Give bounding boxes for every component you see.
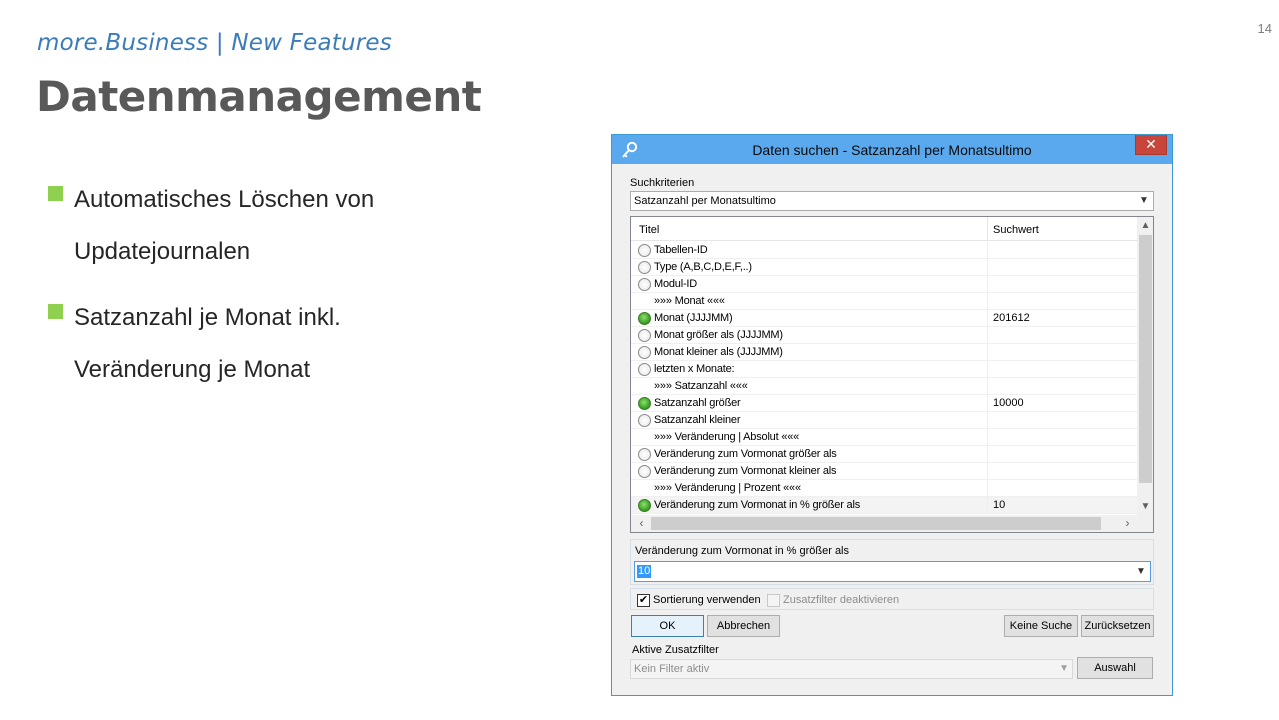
ok-button[interactable]: OK <box>631 615 704 637</box>
bullet-text: Veränderung je Monat <box>74 356 311 383</box>
radio-selected-icon[interactable] <box>638 397 651 410</box>
grid-cell-value[interactable]: 10000 <box>993 397 1024 409</box>
dialog-title: Daten suchen - Satzanzahl per Monatsultimo <box>752 142 1032 158</box>
grid-row[interactable] <box>631 361 1137 378</box>
extra-filter-checkbox[interactable] <box>767 594 780 607</box>
grid-cell-title: »»» Veränderung | Absolut ««« <box>654 431 800 443</box>
value-editor-value: 10 <box>638 565 651 577</box>
grid-cell-title: Monat größer als (JJJJMM) <box>654 329 783 341</box>
grid-row[interactable] <box>631 395 1137 412</box>
criteria-grid <box>630 216 1154 533</box>
radio-icon[interactable] <box>638 465 651 478</box>
search-dialog <box>611 134 1173 696</box>
grid-row[interactable] <box>631 242 1137 259</box>
no-search-button[interactable]: Keine Suche <box>1004 615 1078 637</box>
grid-cell-title: Monat (JJJJMM) <box>654 312 733 324</box>
active-filters-label: Aktive Zusatzfilter <box>632 644 719 656</box>
grid-row[interactable] <box>631 446 1137 463</box>
sort-checkbox[interactable]: ✔ <box>638 594 649 606</box>
vertical-scrollbar[interactable] <box>1137 217 1154 515</box>
grid-cell-title: Modul-ID <box>654 278 698 290</box>
value-editor-group <box>630 539 1154 585</box>
bullet-text: Updatejournalen <box>74 238 251 265</box>
scroll-thumb[interactable] <box>651 517 1101 530</box>
grid-row[interactable] <box>631 327 1137 344</box>
bullet-list <box>48 174 518 410</box>
radio-icon[interactable] <box>638 261 651 274</box>
dialog-titlebar[interactable] <box>612 135 1172 164</box>
radio-icon[interactable] <box>638 329 651 342</box>
cancel-button[interactable]: Abbrechen <box>707 615 780 637</box>
grid-row[interactable] <box>631 480 1137 497</box>
grid-header <box>631 217 1137 241</box>
close-button[interactable]: ✕ <box>1135 135 1167 155</box>
grid-cell-title: »»» Monat ««« <box>654 295 725 307</box>
horizontal-scrollbar[interactable] <box>631 515 1137 532</box>
bullet-square-icon <box>48 304 63 319</box>
search-criteria-select[interactable] <box>630 191 1154 211</box>
grid-row[interactable] <box>631 378 1137 395</box>
slide-subtitle: more.Business | New Features <box>37 30 392 56</box>
radio-icon[interactable] <box>638 414 651 427</box>
search-criteria-value: Satzanzahl per Monatsultimo <box>634 195 776 207</box>
sort-label[interactable]: Sortierung verwenden <box>653 594 761 606</box>
grid-cell-title: Satzanzahl kleiner <box>654 414 741 426</box>
radio-selected-icon[interactable] <box>638 312 651 325</box>
chevron-down-icon: ▼ <box>1139 195 1149 206</box>
value-editor-label: Veränderung zum Vormonat in % größer als <box>635 545 850 557</box>
grid-row[interactable] <box>631 276 1137 293</box>
radio-icon[interactable] <box>638 278 651 291</box>
grid-cell-value[interactable]: 10 <box>993 499 1006 511</box>
grid-cell-title: »»» Veränderung | Prozent ««« <box>654 482 801 494</box>
scroll-up-icon[interactable]: ▲ <box>1140 220 1151 231</box>
scroll-right-icon[interactable]: › <box>1125 516 1130 530</box>
grid-cell-title: letzten x Monate: <box>654 363 735 375</box>
radio-icon[interactable] <box>638 363 651 376</box>
page-number: 14 <box>1257 21 1272 36</box>
grid-row[interactable] <box>631 310 1137 327</box>
grid-row[interactable] <box>631 293 1137 310</box>
scroll-down-icon[interactable]: ▼ <box>1140 501 1151 512</box>
bullet-text: Automatisches Löschen von <box>74 186 375 213</box>
grid-cell-title: Type (A,B,C,D,E,F,..) <box>654 261 752 273</box>
scroll-thumb[interactable] <box>1139 235 1152 483</box>
value-editor-input[interactable] <box>634 561 1151 582</box>
radio-icon[interactable] <box>638 244 651 257</box>
bullet-item <box>48 174 518 278</box>
radio-icon[interactable] <box>638 448 651 461</box>
search-criteria-label: Suchkriterien <box>630 177 695 189</box>
options-group <box>630 588 1154 610</box>
radio-selected-icon[interactable] <box>638 499 651 512</box>
grid-cell-title: Tabellen-ID <box>654 244 708 256</box>
chevron-down-icon[interactable]: ▼ <box>1136 566 1146 577</box>
column-header-title[interactable]: Titel <box>639 224 660 236</box>
bullet-text: Satzanzahl je Monat inkl. <box>74 304 341 331</box>
extra-filter-label: Zusatzfilter deaktivieren <box>783 594 900 606</box>
column-header-value[interactable]: Suchwert <box>993 224 1039 236</box>
grid-cell-title: Veränderung zum Vormonat in % größer als <box>654 499 861 511</box>
grid-cell-title: Veränderung zum Vormonat kleiner als <box>654 465 837 477</box>
grid-row[interactable] <box>631 259 1137 276</box>
grid-cell-title: Monat kleiner als (JJJJMM) <box>654 346 783 358</box>
reset-button[interactable]: Zurücksetzen <box>1081 615 1154 637</box>
active-filters-select <box>630 659 1073 679</box>
grid-row[interactable] <box>631 344 1137 361</box>
active-filters-value: Kein Filter aktiv <box>634 663 710 675</box>
grid-cell-title: »»» Satzanzahl ««« <box>654 380 748 392</box>
grid-cell-value[interactable]: 201612 <box>993 312 1030 324</box>
slide-title: Datenmanagement <box>36 72 482 121</box>
grid-cell-title: Veränderung zum Vormonat größer als <box>654 448 837 460</box>
grid-row[interactable] <box>631 497 1137 514</box>
chevron-down-icon: ▼ <box>1059 663 1069 674</box>
grid-cell-title: Satzanzahl größer <box>654 397 741 409</box>
bullet-square-icon <box>48 186 63 201</box>
select-button[interactable]: Auswahl <box>1077 657 1153 679</box>
grid-row[interactable] <box>631 412 1137 429</box>
bullet-item <box>48 292 518 396</box>
grid-row[interactable] <box>631 463 1137 480</box>
radio-icon[interactable] <box>638 346 651 359</box>
scroll-left-icon[interactable]: ‹ <box>639 516 644 530</box>
grid-row[interactable] <box>631 429 1137 446</box>
